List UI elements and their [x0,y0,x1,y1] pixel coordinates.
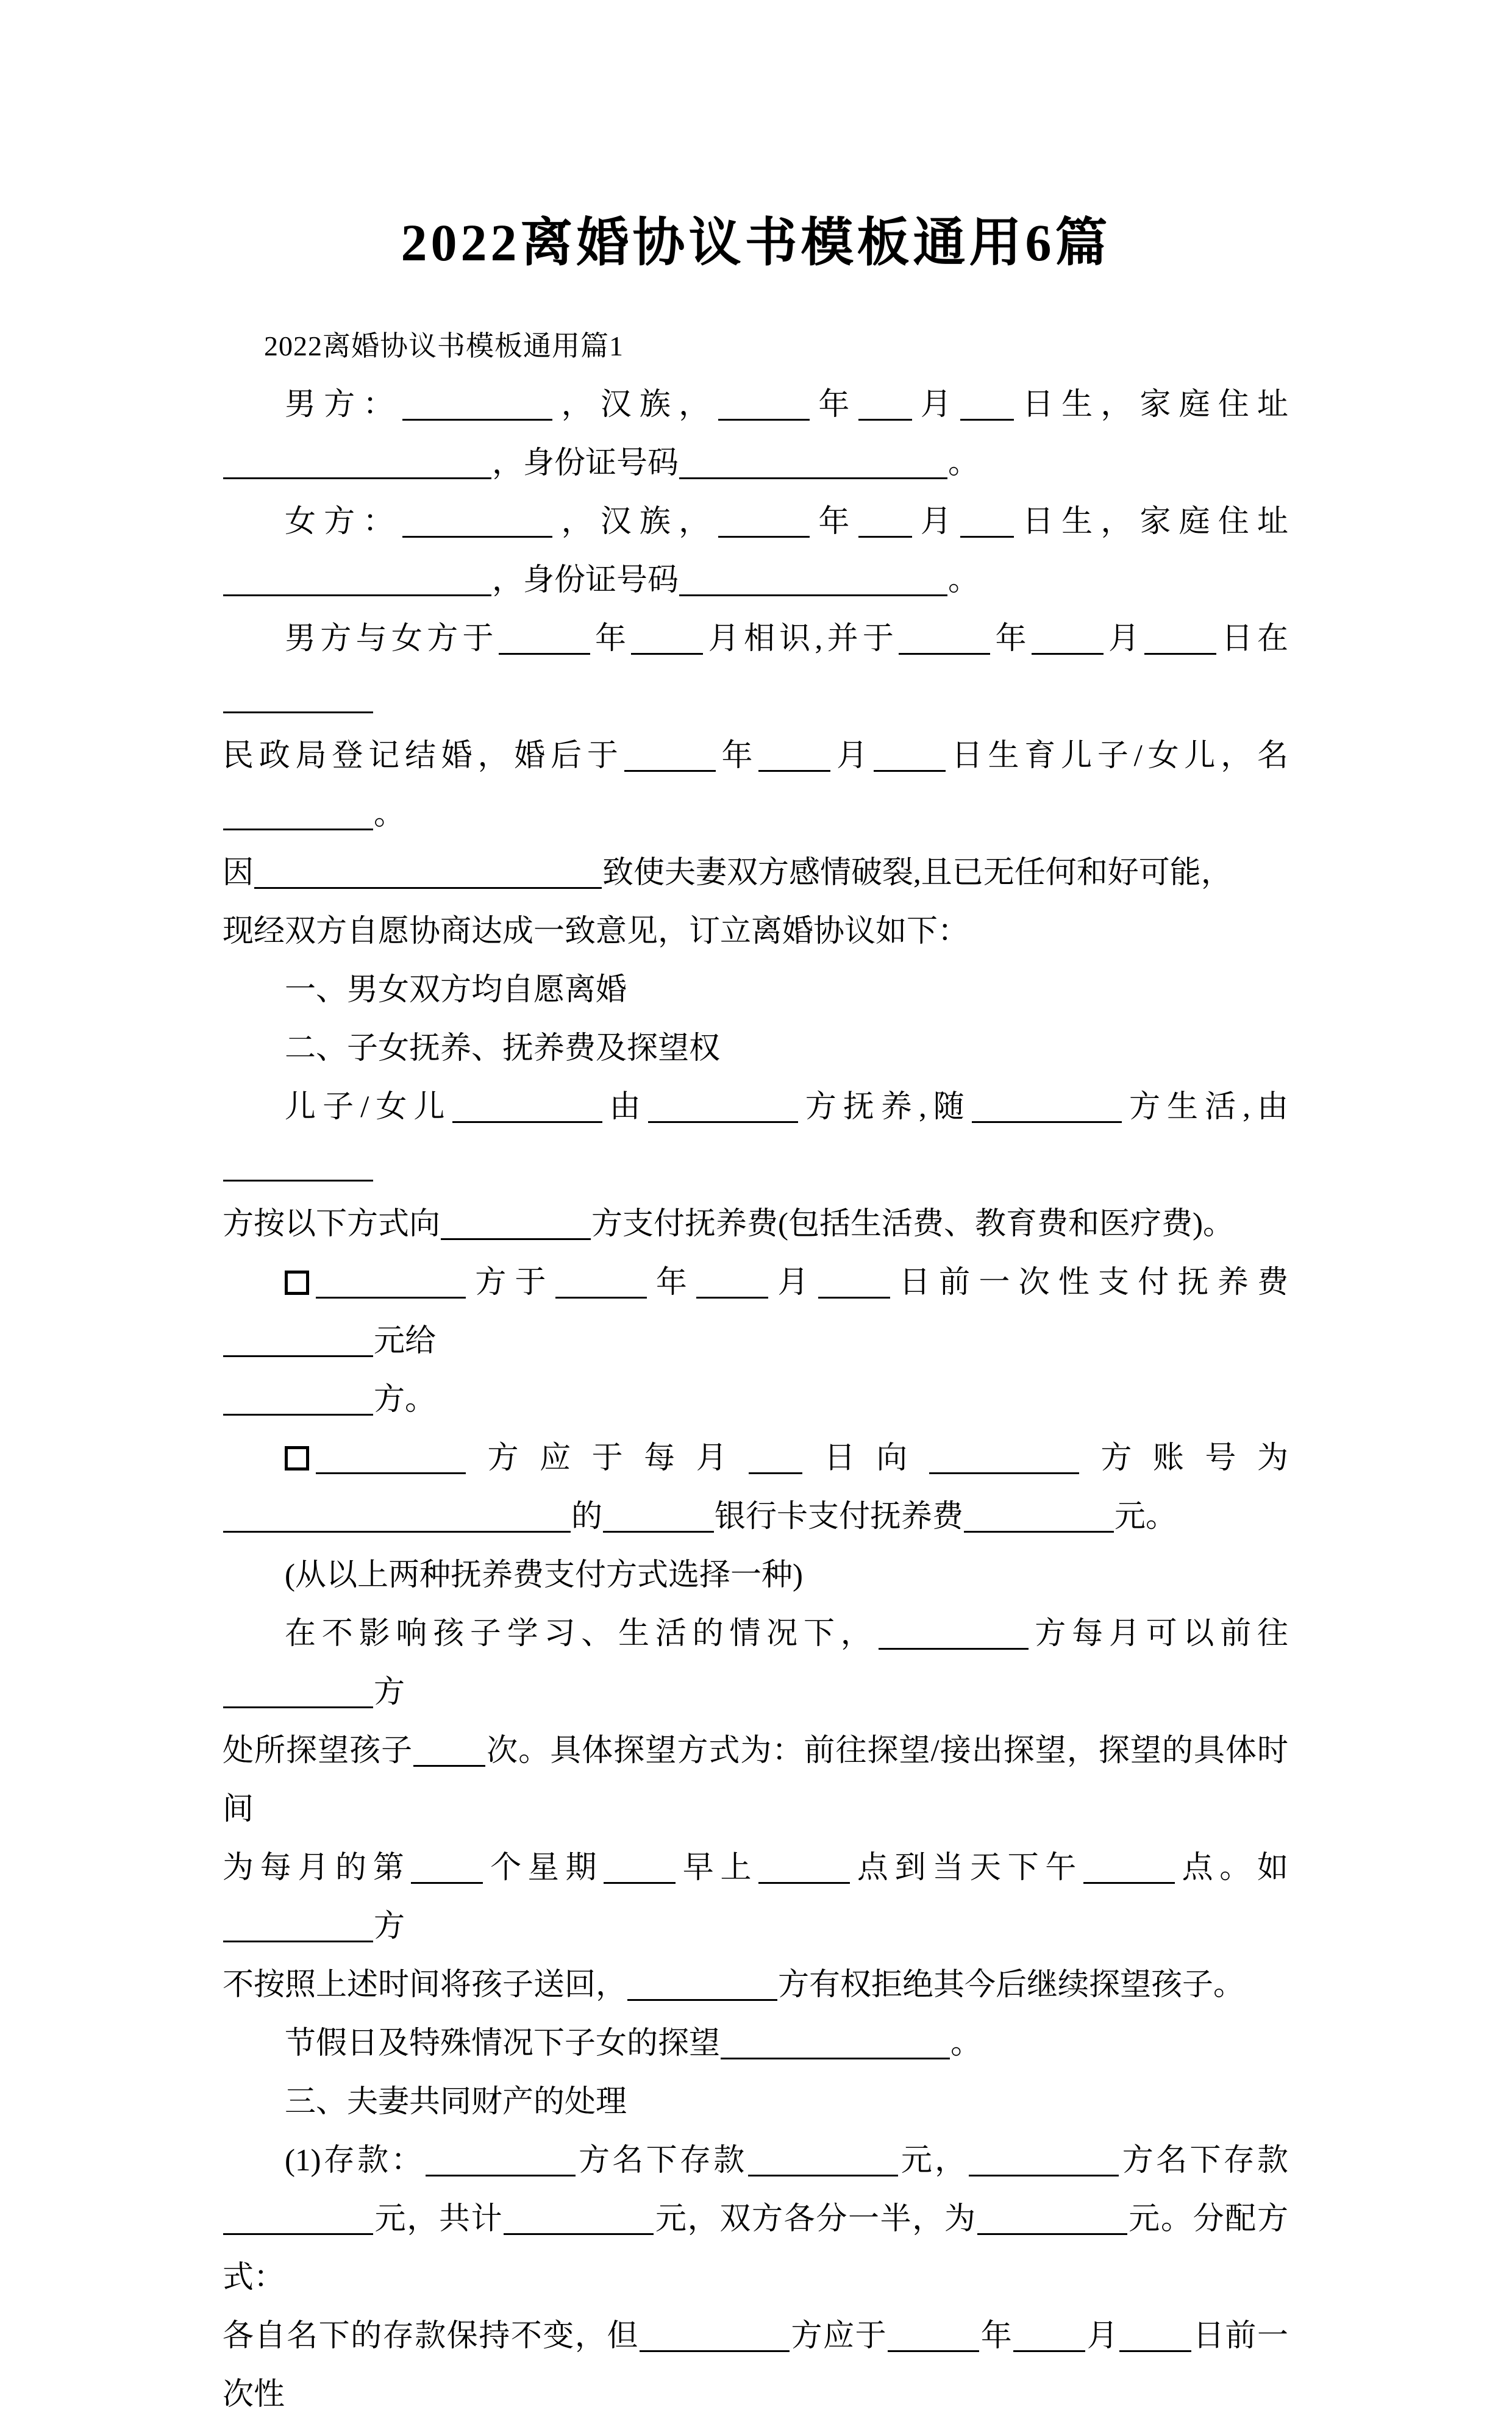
female-label: 女方： [285,505,402,539]
visit-weekday-blank[interactable] [604,1850,676,1884]
deposit-settle-day-blank[interactable] [1119,2319,1191,2352]
visit-return-suffix: 方有权拒绝其今后继续探望孩子。 [778,1968,1245,2002]
holiday-period: 。 [950,2027,982,2061]
paragraph-deposit-3 [223,2307,1288,2424]
visit-times-blank[interactable] [413,1733,485,1767]
lump-payer-blank[interactable] [316,1265,466,1299]
reason-suffix: 致使夫妻双方感情破裂,且已无任何和好可能， [602,856,1232,890]
deposit-half-prefix: 元，双方各分一半，为 [654,2202,977,2236]
met-month-blank[interactable] [631,621,703,655]
paragraph-visitation-holiday [223,2014,1288,2073]
paragraph-payment-option-a-cont [223,1371,1288,1429]
deposit-amount-b-blank[interactable] [223,2201,373,2235]
male-month-unit: 月 [912,388,960,422]
monthly-payee-blank[interactable] [929,1441,1079,1474]
visit-place-suffix: 次。具体探望方式为：前往探望/接出探望，探望的具体时间 [223,1734,1288,1827]
monthly-day-blank[interactable] [749,1441,802,1474]
visit-end-hour-blank[interactable] [1083,1850,1175,1884]
lump-month-blank[interactable] [696,1265,768,1299]
paragraph-payment-note: (从以上两种抚养费支付方式选择一种) [285,1558,803,1592]
custody-child-label: 儿子/女儿 [285,1090,452,1124]
custody-payer-blank[interactable] [223,1148,373,1182]
monthly-day-suffix: 日向 [803,1441,929,1475]
clause-two-heading: 二、子女抚养、抚养费及探望权 [285,1032,721,1066]
female-birth-day-blank[interactable] [960,504,1014,538]
male-birth-suffix: 日生，家庭住址 [1014,388,1288,422]
visit-middle: 方每月可以前往 [1029,1617,1288,1651]
child-birth-year-blank[interactable] [624,738,716,772]
male-label: 男方： [285,388,402,422]
custody-party-blank[interactable] [648,1089,798,1123]
child-birth-day-blank[interactable] [874,738,946,772]
deposit-half-blank[interactable] [977,2201,1127,2235]
deposit-settle-party-blank[interactable] [640,2319,790,2352]
visit-start-hour-blank[interactable] [758,1850,850,1884]
paragraph-visitation-2 [223,1722,1288,1839]
deposit-month-unit: 月 [1086,2319,1119,2353]
paragraph-female-party [223,493,1288,551]
paragraph-custody-2 [223,1195,1288,1253]
lump-amount-blank[interactable] [223,1324,373,1357]
paragraph-custody-1 [223,1078,1288,1195]
visit-late-party-blank[interactable] [223,1909,373,1942]
deposit-party-b-blank[interactable] [969,2143,1119,2176]
visit-place-prefix: 处所探望孩子 [223,1734,413,1768]
child-year-unit: 年 [716,739,758,773]
lump-day-blank[interactable] [818,1265,890,1299]
visit-if: 点。如 [1175,1851,1288,1885]
visit-week-prefix: 为每月的第 [223,1851,411,1885]
male-address-blank[interactable] [223,446,491,479]
marry-year-unit: 年 [991,622,1031,656]
checkbox-icon-payment-monthly[interactable] [285,1446,309,1470]
clause-three-heading: 三、夫妻共同财产的处理 [285,2085,627,2119]
custody-payee-blank[interactable] [441,1207,591,1240]
male-birth-year-blank[interactable] [718,387,810,421]
lump-day-suffix: 日前一次性支付抚养费 [890,1266,1288,1300]
monthly-account-number-blank[interactable] [223,1499,571,1533]
monthly-account-label: 方账号为 [1079,1441,1288,1475]
section-subtitle: 2022离婚协议书模板通用篇1 [264,330,624,362]
lump-unit: 元给 [374,1324,437,1358]
registration-prefix: 民政局登记结婚，婚后于 [223,739,624,773]
child-name-period: 。 [374,797,405,832]
reason-prefix: 因 [223,856,254,890]
visit-party: 方 [374,1675,405,1709]
monthly-bank-suffix: 银行卡支付抚养费 [715,1500,964,1534]
male-ethnicity: ，汉族， [553,388,718,422]
male-birth-day-blank[interactable] [960,387,1014,421]
visit-morning: 早上 [676,1851,758,1885]
male-year-unit: 年 [810,388,858,422]
met-year-blank[interactable] [499,621,590,655]
deposit-under-b: 方名下存款 [1119,2144,1288,2178]
custody-child-blank[interactable] [452,1089,602,1123]
male-birth-month-blank[interactable] [858,387,912,421]
child-birth-month-blank[interactable] [758,738,830,772]
checkbox-icon-payment-lump-sum[interactable] [285,1271,309,1295]
female-ethnicity: ，汉族， [553,505,718,539]
paragraph-visitation-3 [223,1839,1288,1956]
marry-month-unit: 月 [1104,622,1144,656]
deposit-settle-month-blank[interactable] [1013,2319,1085,2352]
deposit-label: (1)存款： [285,2144,425,2178]
deposit-unit-a: 元， [898,2144,969,2178]
custody-live-party-blank[interactable] [972,1089,1122,1123]
deposit-keep-prefix: 各自名下的存款保持不变，但 [223,2319,640,2353]
visit-visitor-blank[interactable] [879,1616,1029,1650]
male-id-period: 。 [948,446,980,480]
marry-place-blank[interactable] [223,680,373,713]
deposit-year-unit: 年 [980,2319,1013,2353]
clause-one-heading: 一、男女双方均自愿离婚 [285,973,627,1007]
female-birth-month-blank[interactable] [858,504,912,538]
custody-raise: 方抚养,随 [798,1090,971,1124]
lump-year-blank[interactable] [555,1265,647,1299]
female-month-unit: 月 [912,505,960,539]
document-body [223,317,1288,2424]
child-month-unit: 月 [831,739,873,773]
visit-refuse-party-blank[interactable] [627,1967,777,2001]
paragraph-marriage-history [223,610,1288,727]
visit-prefix: 在不影响孩子学习、生活的情况下， [285,1617,878,1651]
marry-day-blank[interactable] [1144,621,1216,655]
monthly-of: 的 [571,1500,603,1534]
male-name-blank[interactable] [402,387,552,421]
holiday-blank[interactable] [721,2026,950,2059]
visit-host-blank[interactable] [223,1675,373,1708]
paragraph-male-party [223,376,1288,434]
monthly-prefix: 方应于每月 [466,1441,749,1475]
female-birth-year-blank[interactable] [718,504,810,538]
met-year-unit: 年 [590,622,631,656]
custody-by: 由 [602,1090,647,1124]
marry-day-unit: 日在 [1217,622,1288,656]
male-id-prefix: ，身份证号码 [492,446,679,480]
female-birth-suffix: 日生，家庭住址 [1014,505,1288,539]
paragraph-payment-option-b [223,1429,1288,1488]
female-year-unit: 年 [810,505,858,539]
visit-party-2: 方 [374,1909,405,1944]
deposit-settle-year-blank[interactable] [888,2319,979,2352]
lump-month-unit: 月 [769,1266,818,1300]
paragraph-visitation-1 [223,1605,1288,1722]
female-address-blank[interactable] [223,563,491,596]
marry-month-blank[interactable] [1032,621,1104,655]
female-name-blank[interactable] [402,504,552,538]
custody-live: 方生活,由 [1122,1090,1288,1124]
visit-week-unit: 个星期 [483,1851,604,1885]
paragraph-agreement-intro: 现经双方自愿协商达成一致意见，订立离婚协议如下： [223,914,969,949]
met-prefix: 男方与女方于 [285,622,498,656]
deposit-at: 方应于 [790,2319,888,2353]
paragraph-payment-option-b-cont [223,1488,1288,1546]
marry-year-blank[interactable] [899,621,990,655]
paragraph-male-id [223,434,1288,493]
visit-return-prefix: 不按照上述时间将孩子送回， [223,1968,627,2002]
met-month-unit: 月相识,并于 [704,622,899,656]
custody-method-suffix: 方支付抚养费(包括生活费、教育费和医疗费)。 [591,1207,1234,1241]
paragraph-breakdown-reason [223,844,1288,902]
monthly-payer-blank[interactable] [316,1441,466,1474]
child-birth-suffix: 日生育儿子/女儿，名 [946,739,1288,773]
child-name-blank[interactable] [223,797,373,830]
monthly-unit: 元。 [1114,1500,1177,1534]
paragraph-visitation-4 [223,1956,1288,2014]
deposit-total-prefix: 元，共计 [374,2202,504,2236]
female-id-blank[interactable] [679,563,947,596]
monthly-bank-blank[interactable] [603,1499,714,1533]
female-id-prefix: ，身份证号码 [492,563,679,597]
deposit-day-suffix: 日前一次性 [223,2319,1288,2412]
visit-week-index-blank[interactable] [411,1850,483,1884]
female-id-period: 。 [948,563,980,597]
lump-year-unit: 年 [647,1266,696,1300]
breakdown-reason-blank[interactable] [254,855,602,889]
monthly-amount-blank[interactable] [964,1499,1114,1533]
lump-payee-suffix: 方。 [374,1383,437,1417]
lump-at: 方于 [466,1266,555,1300]
custody-method-prefix: 方按以下方式向 [223,1207,441,1241]
deposit-method-label: 元。分配方式： [223,2202,1288,2295]
deposit-party-a-blank[interactable] [426,2143,576,2176]
paragraph-female-id [223,551,1288,610]
page-title: 2022离婚协议书模板通用6篇 [401,213,1111,272]
lump-payee-blank[interactable] [223,1382,373,1416]
holiday-prefix: 节假日及特殊情况下子女的探望 [285,2027,721,2061]
visit-until: 点到当天下午 [850,1851,1083,1885]
deposit-amount-a-blank[interactable] [748,2143,898,2176]
deposit-under-a: 方名下存款 [576,2144,747,2178]
paragraph-registration [223,727,1288,844]
paragraph-deposit-2 [223,2190,1288,2307]
paragraph-payment-option-a [223,1253,1288,1371]
paragraph-deposit-1 [223,2131,1288,2190]
male-id-blank[interactable] [679,446,947,479]
deposit-total-blank[interactable] [504,2201,654,2235]
